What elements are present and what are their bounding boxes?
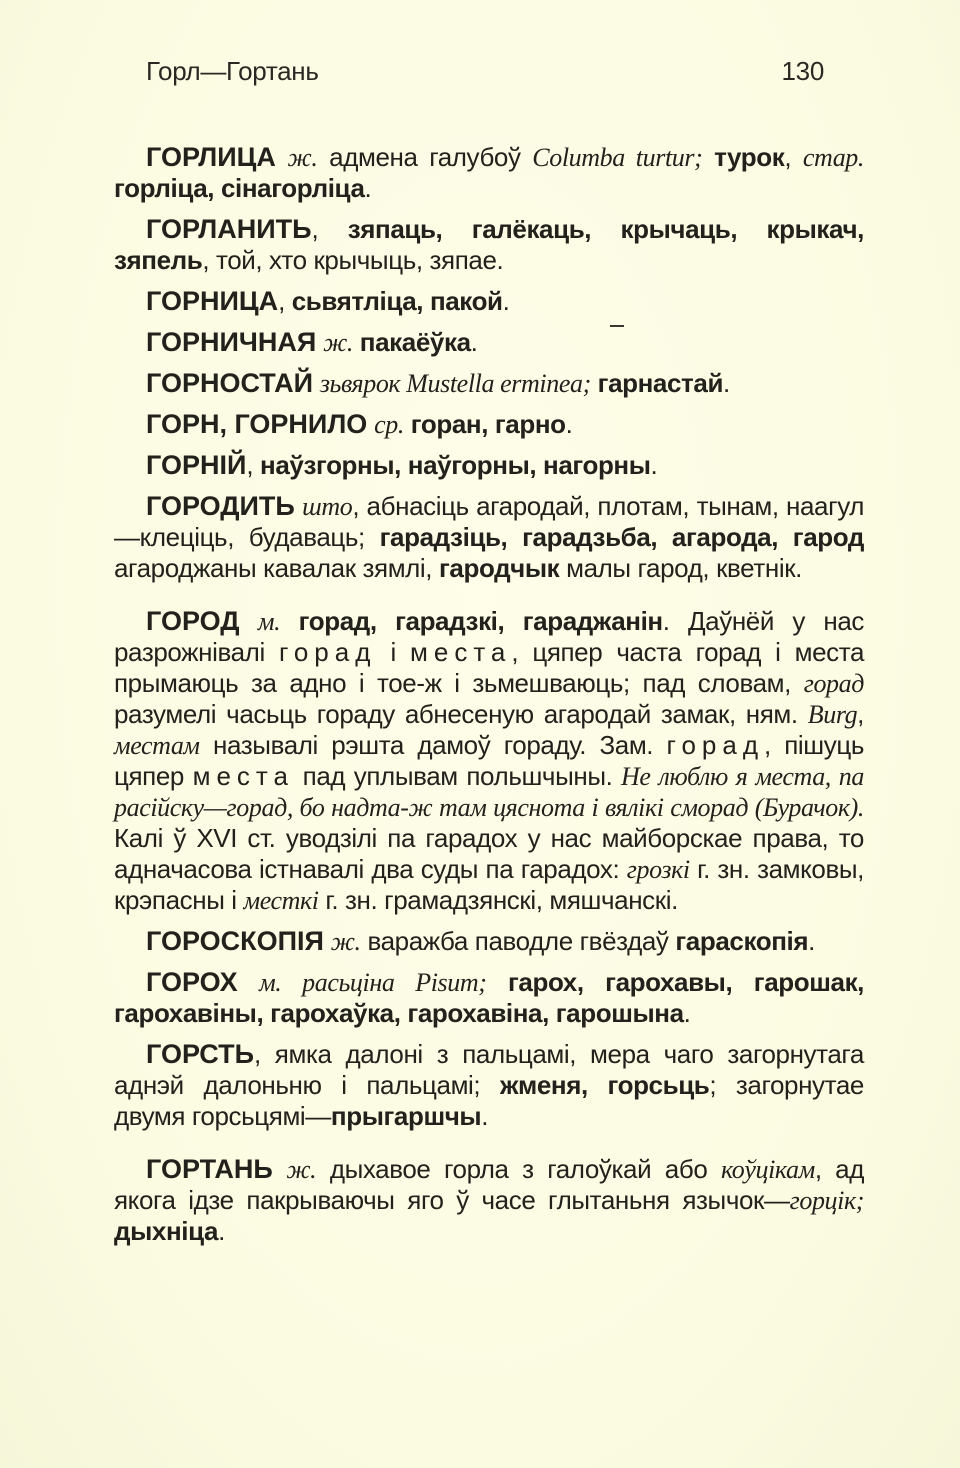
translation: сьвятліца, пакой bbox=[291, 286, 503, 316]
definition-text: адмена галубоў bbox=[317, 142, 533, 172]
headword: ГОРНІЙ bbox=[146, 450, 247, 480]
entry-goroskopiya bbox=[114, 926, 864, 957]
definition-text: . Даўнёй у нас разрожнівалі bbox=[114, 606, 865, 667]
definition-text: . bbox=[565, 409, 573, 439]
translation: наўзгорны, наўгорны, нагорны bbox=[260, 450, 651, 480]
headword: ГОРНОСТАЙ bbox=[146, 368, 313, 398]
label-italic: Columba turtur; bbox=[532, 143, 703, 172]
definition-text: ; загорнутае двумя горсьцямі— bbox=[114, 1070, 864, 1131]
headword: ГОРОСКОПІЯ bbox=[146, 926, 324, 956]
definition-text: называлі рэшта дамоў гораду. Зам. bbox=[199, 730, 667, 760]
definition-text: , пішуць цяпер bbox=[114, 730, 864, 791]
definition-text bbox=[591, 368, 598, 398]
translation: пакаёўка bbox=[359, 327, 471, 357]
definition-text bbox=[240, 606, 258, 636]
label-italic: Burg bbox=[807, 700, 858, 729]
definition-text bbox=[353, 327, 360, 357]
definition-text: г. зн. грамадзянскі, мяшчанскі. bbox=[318, 885, 678, 915]
headword: ГОРЛАНИТЬ bbox=[146, 214, 312, 244]
definition-text: . bbox=[364, 173, 372, 203]
definition-text bbox=[273, 1154, 287, 1184]
translation: гараскопія bbox=[675, 926, 809, 956]
entry-gorod bbox=[114, 606, 864, 916]
translation: прыгаршчы bbox=[330, 1101, 482, 1131]
definition-text: . bbox=[808, 926, 815, 956]
entry-list bbox=[114, 142, 864, 1247]
definition-text: , ад якога ідзе пакрываючы яго ў часе глытаньня язычок— bbox=[114, 1154, 865, 1215]
running-title: Горл—Гортань bbox=[146, 56, 319, 86]
definition-text: , bbox=[246, 450, 261, 480]
definition-text: варажба паводле гвёздаў bbox=[360, 926, 676, 956]
translation: гарнастай bbox=[597, 368, 724, 398]
definition-text: . bbox=[481, 1101, 489, 1131]
spaced-word: места bbox=[192, 761, 295, 791]
definition-text: . bbox=[723, 368, 730, 398]
definition-text: . bbox=[650, 450, 658, 480]
definition-text bbox=[280, 606, 298, 636]
definition-text: . bbox=[502, 286, 510, 316]
definition-text: і bbox=[376, 637, 410, 667]
translation: горліца, сінагорліца bbox=[114, 173, 365, 203]
translation: дыхніца bbox=[114, 1216, 219, 1246]
entry-goroh bbox=[114, 967, 864, 1029]
spaced-word: места bbox=[409, 637, 512, 667]
entry-gortan bbox=[114, 1154, 864, 1247]
translation: гародчык bbox=[438, 553, 560, 583]
definition-text: дыхавое горла з галоўкай або bbox=[316, 1154, 721, 1184]
entry-gorlanit bbox=[114, 214, 864, 276]
headword: ГОРНИЧНАЯ bbox=[146, 327, 317, 357]
label-italic: грозкі bbox=[626, 855, 690, 884]
entry-gornica bbox=[114, 286, 864, 317]
definition-text: разумелі часьць гораду абнесеную агародай замак, ням. bbox=[114, 699, 808, 729]
label-italic: стар. bbox=[802, 143, 865, 172]
page-number: 130 bbox=[781, 56, 824, 86]
definition-text: , bbox=[784, 142, 803, 172]
label-italic: м. расьціна Pisum; bbox=[259, 968, 487, 997]
label-italic: ж. bbox=[330, 927, 361, 956]
entry-gorniy bbox=[114, 450, 864, 481]
definition-text: г. зн. замковы, крэпасны і bbox=[114, 854, 864, 915]
label-italic: ж. bbox=[287, 143, 318, 172]
entry-gornichnaya bbox=[114, 327, 864, 358]
headword: ГОРОХ bbox=[146, 967, 238, 997]
entry-gornostay bbox=[114, 368, 864, 399]
entry-gorodit bbox=[114, 491, 864, 584]
definition-text: . bbox=[683, 998, 691, 1028]
headword: ГОРСТЬ bbox=[146, 1039, 255, 1069]
definition-text: , ямка далоні з пальцамі, мера чаго загорнутага аднэй далоньню і пальцамі; bbox=[114, 1039, 864, 1100]
definition-text bbox=[313, 368, 320, 398]
definition-text bbox=[404, 409, 411, 439]
label-italic: месткі bbox=[243, 886, 319, 915]
headword: ГОРОДИТЬ bbox=[146, 491, 295, 521]
label-italic: зьвярок Mustella erminea; bbox=[319, 369, 591, 398]
entry-gorst bbox=[114, 1039, 864, 1132]
translation: горан, гарно bbox=[410, 409, 566, 439]
definition-text: , bbox=[278, 286, 292, 316]
definition-text: Калі ў XVI ст. уводзілі па гарадох у нас майборскае права, то адначасова істнавалі два суды па гарадох: bbox=[114, 823, 864, 884]
headword: ГОРОД bbox=[146, 606, 240, 636]
translation: гарадзіць, гарадзьба, агарода, гарод bbox=[379, 522, 864, 552]
label-italic: м. bbox=[257, 607, 281, 636]
spaced-word: горад bbox=[278, 637, 377, 667]
definition-text: , абнасіць агародай, плотам, тынам, наагул—клеціць, будаваць; bbox=[114, 491, 864, 552]
headword: ГОРН, ГОРНИЛО bbox=[146, 409, 368, 439]
definition-text: , той, хто крычыць, зяпае. bbox=[202, 245, 504, 275]
label-italic: ж. bbox=[323, 328, 353, 357]
running-head bbox=[146, 56, 824, 87]
definition-text bbox=[238, 967, 260, 997]
label-italic: што bbox=[302, 492, 353, 521]
label-italic: местам bbox=[114, 731, 200, 760]
entry-gorlica bbox=[114, 142, 864, 204]
definition-text: . bbox=[470, 327, 478, 357]
definition-text bbox=[324, 926, 331, 956]
definition-text: , bbox=[857, 699, 864, 729]
definition-text: , цяпер часта горад і места прымаюць за адно і тое-ж і зьмешваюць; пад словам, bbox=[114, 637, 865, 698]
definition-text: . bbox=[218, 1216, 225, 1246]
entry-gorn-gornilo bbox=[114, 409, 864, 440]
label-italic: Не люблю я места, па расійску—горад, бо надта-ж там цяснота і вялікі сморад (Бурачок). bbox=[114, 762, 864, 822]
definition-text bbox=[486, 967, 508, 997]
spaced-word: горад bbox=[666, 730, 764, 760]
definition-text bbox=[702, 142, 714, 172]
definition-text: , bbox=[311, 214, 348, 244]
headword: ГОРЛИЦА bbox=[146, 142, 276, 172]
definition-text: малы гарод, кветнік. bbox=[559, 553, 803, 583]
definition-text: агароджаны кавалак зямлі, bbox=[114, 553, 439, 583]
headword: ГОРТАНЬ bbox=[146, 1154, 273, 1184]
translation: жменя, горсьць bbox=[499, 1070, 710, 1100]
label-italic: ж. bbox=[286, 1155, 317, 1184]
label-italic: коўцікам bbox=[720, 1155, 815, 1184]
headword: ГОРНИЦА bbox=[146, 286, 279, 316]
translation: турок bbox=[714, 142, 785, 172]
label-italic: горцік; bbox=[789, 1186, 864, 1215]
translation: гарох, гарохавы, гарошак, гарохавіны, гарохаўка, гарохавіна, гарошына bbox=[114, 967, 865, 1028]
label-italic: горад bbox=[803, 669, 864, 698]
translation: горад, гарадзкі, гараджанін bbox=[298, 606, 663, 636]
definition-text: пад уплывам польшчыны. bbox=[294, 761, 622, 791]
translation: зяпаць, галёкаць, крычаць, крыкач, зяпель bbox=[114, 214, 864, 275]
label-italic: ср. bbox=[374, 410, 404, 439]
definition-text bbox=[276, 142, 288, 172]
